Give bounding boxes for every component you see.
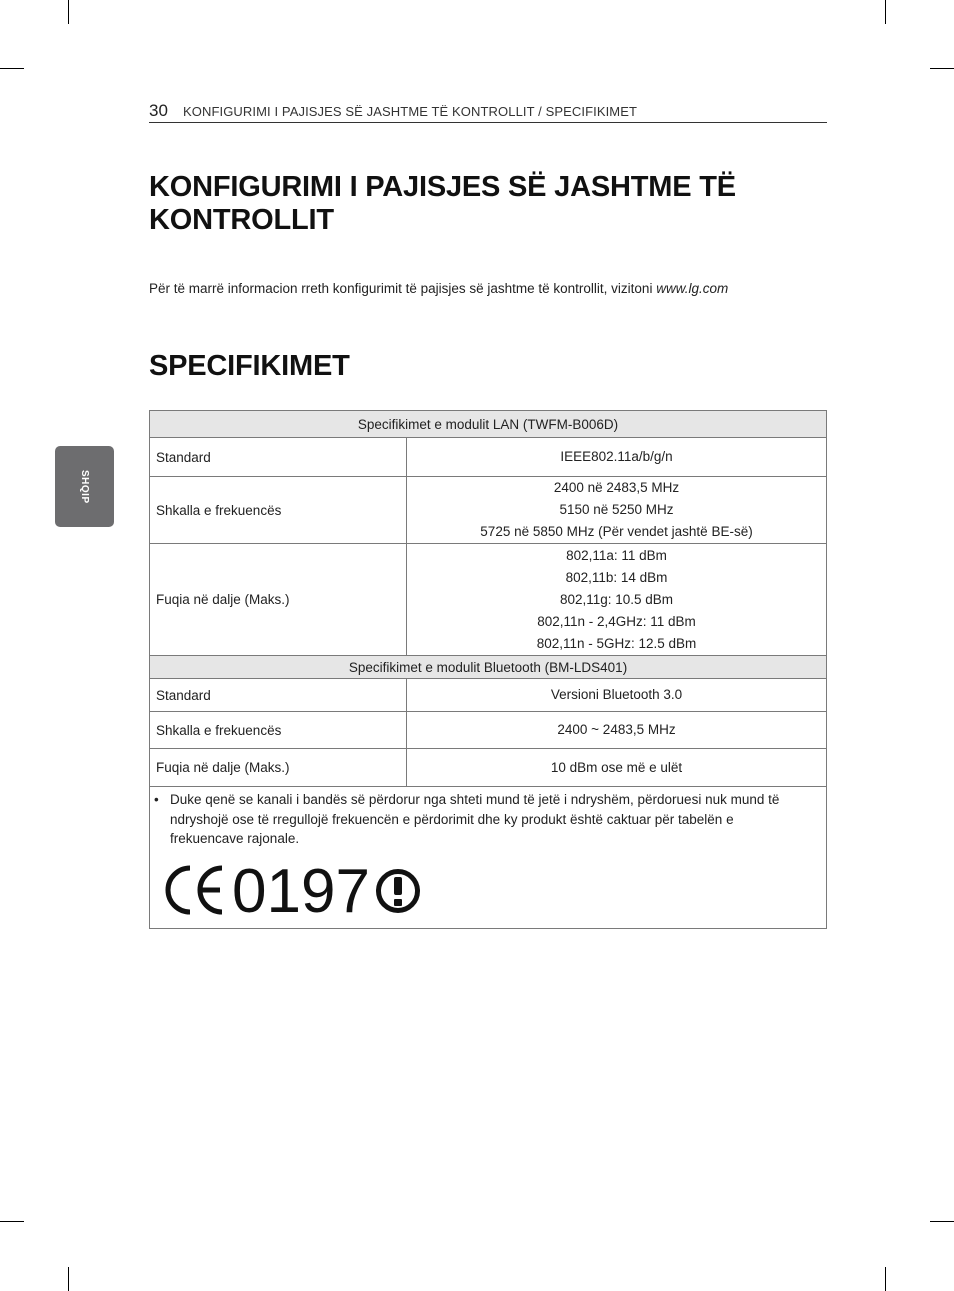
- page-number: 30: [149, 101, 168, 120]
- crop-mark: [0, 68, 24, 69]
- row-label: Shkalla e frekuencës: [150, 712, 407, 749]
- row-label: Shkalla e frekuencës: [150, 477, 407, 544]
- ce-notified-body-number: 0197: [232, 858, 370, 922]
- section-title-configuration: KONFIGURIMI I PAJISJES SË JASHTME TË KONTROLLIT: [149, 171, 736, 236]
- value-line: 5150 në 5250 MHz: [559, 502, 674, 517]
- table-row: [150, 656, 827, 679]
- table-row: [150, 544, 827, 656]
- row-label: Standard: [150, 438, 407, 477]
- value-line: 802,11a: 11 dBm: [566, 547, 667, 563]
- row-value: [407, 712, 827, 749]
- running-header: [149, 100, 827, 123]
- table-row: [150, 712, 827, 749]
- bluetooth-module-header: Specifikimet e modulit Bluetooth (BM-LDS401): [150, 656, 827, 679]
- row-value: [407, 477, 827, 544]
- value-line: 802,11n - 2,4GHz: 11 dBm: [537, 613, 696, 629]
- value-line: IEEE802.11a/b/g/n: [560, 449, 673, 464]
- value-line: 2400 ~ 2483,5 MHz: [557, 722, 676, 737]
- bullet: •: [154, 792, 159, 807]
- running-title: KONFIGURIMI I PAJISJES SË JASHTME TË KONTROLLIT / SPECIFIKIMET: [183, 104, 638, 119]
- crop-mark: [68, 1267, 69, 1291]
- website-link[interactable]: www.lg.com: [656, 281, 729, 296]
- row-value: [407, 749, 827, 787]
- crop-mark: [885, 0, 886, 24]
- table-row: [150, 679, 827, 712]
- specifications-table: [149, 410, 827, 787]
- crop-mark: [0, 1221, 24, 1222]
- row-label: Fuqia në dalje (Maks.): [150, 544, 407, 656]
- intro-text: Për të marrë informacion rreth konfigurimit të pajisjes së jashtme të kontrollit, vizitoni: [149, 281, 657, 296]
- table-row: [150, 749, 827, 787]
- row-value: [407, 544, 827, 656]
- crop-mark: [930, 68, 954, 69]
- crop-mark: [885, 1267, 886, 1291]
- regional-note: [154, 790, 805, 849]
- lan-module-header: Specifikimet e modulit LAN (TWFM-B006D): [150, 411, 827, 438]
- row-label: Standard: [150, 679, 407, 712]
- value-line: 5725 në 5850 MHz (Për vendet jashtë BE-së): [480, 524, 753, 539]
- section-title-specifications: SPECIFIKIMET: [149, 350, 350, 382]
- note-text: Duke qenë se kanali i bandës së përdorur nga shteti mund të jetë i ndryshëm, përdoruesi nuk mund të ndryshojë ose të rregullojë frekuencën e përdorimit dhe ky produkt është caktuar për tabelën e frekuencave rajonale.: [170, 792, 780, 846]
- value-line: 2400 në 2483,5 MHz: [553, 480, 680, 495]
- crop-mark: [68, 0, 69, 24]
- value-line: 10 dBm ose më e ulët: [550, 759, 683, 775]
- language-tab: [55, 446, 114, 527]
- row-value: [407, 438, 827, 477]
- value-line: 802,11b: 14 dBm: [565, 569, 668, 585]
- language-tab-label: SHQIP: [79, 469, 90, 504]
- crop-mark: [930, 1221, 954, 1222]
- value-line: 802,11g: 10.5 dBm: [559, 591, 674, 607]
- table-row: [150, 411, 827, 438]
- row-value: [407, 679, 827, 712]
- value-line: Versioni Bluetooth 3.0: [550, 687, 683, 702]
- note-box: [149, 786, 827, 929]
- ce-certification-mark-icon: [158, 858, 424, 922]
- table-row: [150, 438, 827, 477]
- value-line: 802,11n - 5GHz: 12.5 dBm: [536, 635, 697, 651]
- row-label: Fuqia në dalje (Maks.): [150, 749, 407, 787]
- intro-paragraph: [149, 281, 728, 296]
- table-row: [150, 477, 827, 544]
